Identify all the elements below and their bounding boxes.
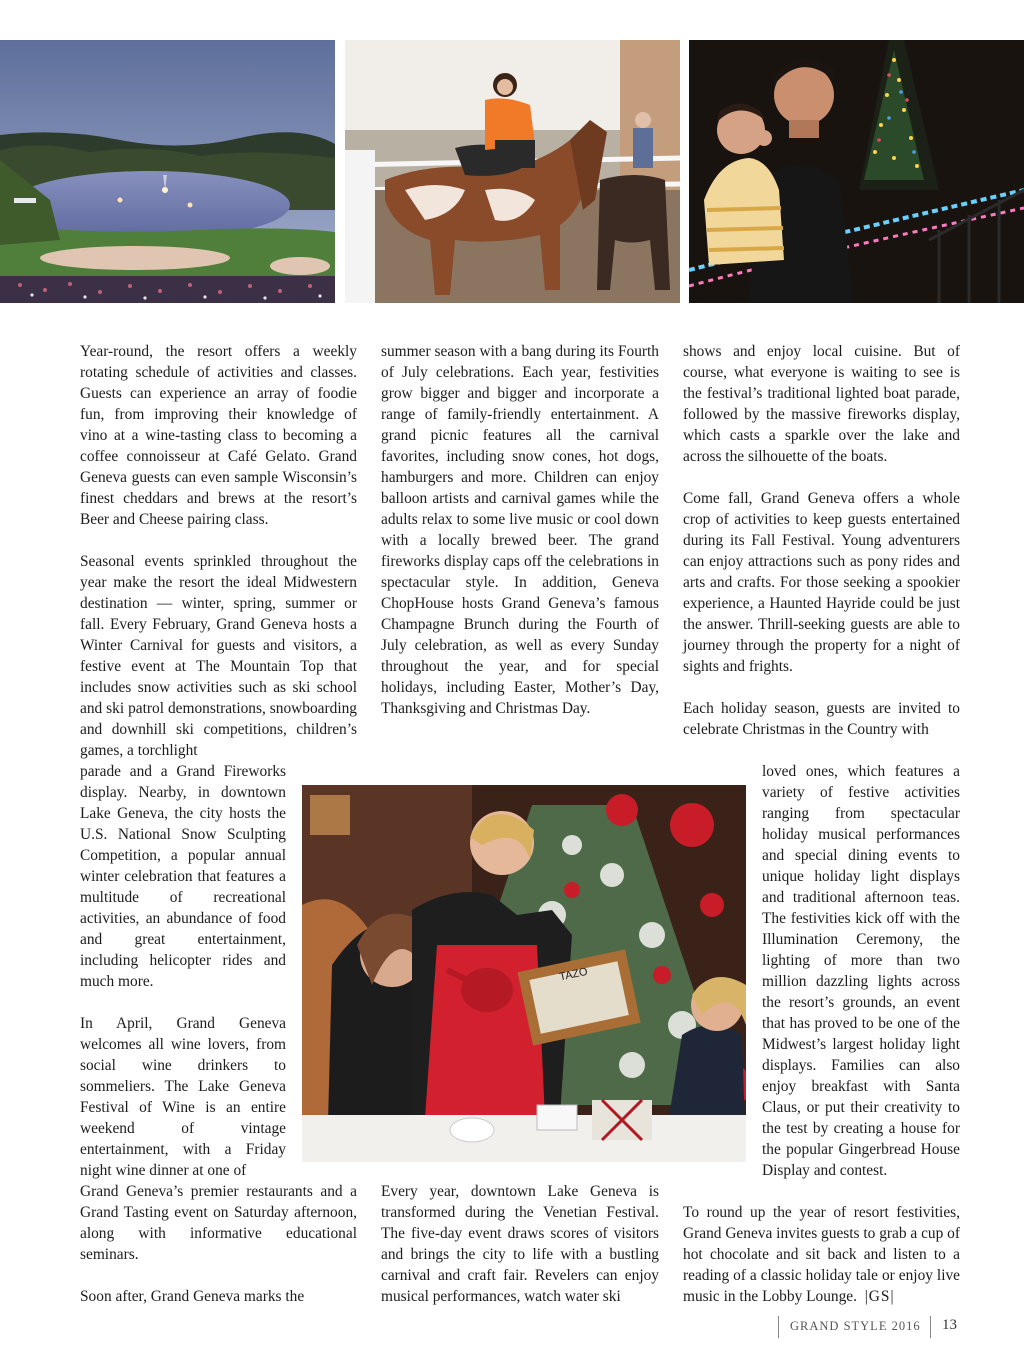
column-1-top	[80, 341, 357, 761]
column-2-top	[381, 341, 659, 719]
paragraph-weekly-schedule: Year-round, the resort offers a weekly rotating schedule of activities and classes. Guests can experience an array of foodie fun, from improving their knowledge of vino at a wine-tasting class to becoming a coffee connoisseur at Café Gelato. Grand Geneva guests can even sample Wisconsin’s finest cheddars and brews at the resort’s Beer and Cheese pairing class.	[80, 343, 357, 528]
paragraph-fall-festival: Come fall, Grand Geneva offers a whole crop of activities to keep guests entertained during its Fall Festival. Young adventurers can enjoy attractions such as pony rides and arts and crafts. For those seeking a spookier experience, a Haunted Hayride could be just the answer. Thrill-seeking guests are able to journey through the property for a night of sights and frights.	[683, 490, 960, 675]
paragraph-grand-tasting: Grand Geneva’s premier restaurants and a Grand Tasting event on Saturday afternoon, along with informative educational seminars.	[80, 1183, 357, 1263]
paragraph-holiday-season: Each holiday season, guests are invited to celebrate Christmas in the Country with	[683, 700, 960, 738]
paragraph-venetian-festival: Every year, downtown Lake Geneva is transformed during the Venetian Festival. The five-day event draws scores of visitors and brings the city to life with a bustling carnival and craft fair. Revelers can enjoy musical performances, watch water ski	[381, 1183, 659, 1305]
column-3-bottom	[683, 1202, 960, 1307]
page-footer	[778, 1316, 968, 1340]
paragraph-christmas-in-the-country: loved ones, which features a variety of festive activities ranging from spectacular holiday musical performances and special dining events to unique holiday light displays and traditional afternoon teas. The festivities kick off with the Illumination Ceremony, the lighting of more than two million dazzling lights across the resort’s grounds, an event that has proved to be one of the Midwest’s largest holiday light displays. Families can also enjoy breakfast with Santa Claus, or put their creativity to the test by creating a house for the popular Gingerbread House Display and contest.	[762, 763, 960, 1179]
footer-divider-left	[778, 1316, 779, 1338]
paragraph-lobby-lounge	[683, 1202, 960, 1307]
lake-golf-course-photo	[0, 40, 335, 303]
paragraph-snow-sculpting: parade and a Grand Fireworks display. Nearby, in downtown Lake Geneva, the city hosts the U.S. National Snow Sculpting Competition, a popular annual winter celebration that features a multitude of recreational activities, an abundance of food and great entertainment, including helicopter rides and much more.	[80, 763, 286, 990]
paragraph-summer-start: Soon after, Grand Geneva marks the	[80, 1288, 305, 1305]
publication-name: GRAND STYLE 2016	[790, 1319, 921, 1333]
paragraph-seasonal-events: Seasonal events sprinkled throughout the year make the resort the ideal Midwestern destination — winter, spring, summer or fall. Every February, Grand Geneva hosts a Winter Carnival for guests and visitors, a festive event at The Mountain Top that includes snow activities such as ski school and ski patrol demonstrations, snowboarding and downhill ski competitions, children’s games, a torchlight	[80, 553, 357, 759]
column-1-wrap	[80, 761, 286, 1181]
column-3-top	[683, 341, 960, 740]
holiday-lights-photo	[689, 40, 1024, 303]
tea-box-label: TAZO	[558, 965, 589, 984]
afternoon-tea-photo	[302, 785, 746, 1162]
column-1-bottom	[80, 1181, 357, 1307]
paragraph-boat-parade: shows and enjoy local cuisine. But of course, what everyone is waiting to see is the festival’s traditional lighted boat parade, followed by the massive fireworks display, which casts a sparkle over the lake and across the silhouette of the boats.	[683, 343, 960, 465]
page-number: 13	[942, 1317, 957, 1333]
pony-ride-photo	[345, 40, 680, 303]
footer-divider-right	[930, 1316, 931, 1338]
lobby-lounge-text: To round up the year of resort festivities, Grand Geneva invites guests to grab a cup of hot chocolate and sit back and listen to a reading of a classic holiday tale or enjoy live music in the Lobby Lounge.	[683, 1204, 960, 1305]
end-mark: |GS|	[864, 1288, 895, 1305]
paragraph-festival-of-wine: In April, Grand Geneva welcomes all wine lovers, from social wine drinkers to sommeliers. The Lake Geneva Festival of Wine is an entire weekend of vintage entertainment, with a Friday night wine dinner at one of	[80, 1015, 286, 1179]
column-3-wrap	[762, 761, 960, 1181]
paragraph-fourth-of-july: summer season with a bang during its Fourth of July celebrations. Each year, festivities grow bigger and bigger and incorporate a range of family-friendly entertainment. A grand picnic features all the carnival favorites, including snow cones, hot dogs, hamburgers and more. Children can enjoy balloon artists and carnival games while the adults relax to some live music or cool down with a locally brewed beer. The grand fireworks display caps off the celebrations in spectacular style. In addition, Geneva ChopHouse hosts Grand Geneva’s famous Champagne Brunch during the Fourth of July celebration, as well as every Sunday throughout the year, and for special holidays, including Easter, Mother’s Day, Thanksgiving and Christmas Day.	[381, 343, 659, 717]
column-2-bottom	[381, 1181, 659, 1307]
